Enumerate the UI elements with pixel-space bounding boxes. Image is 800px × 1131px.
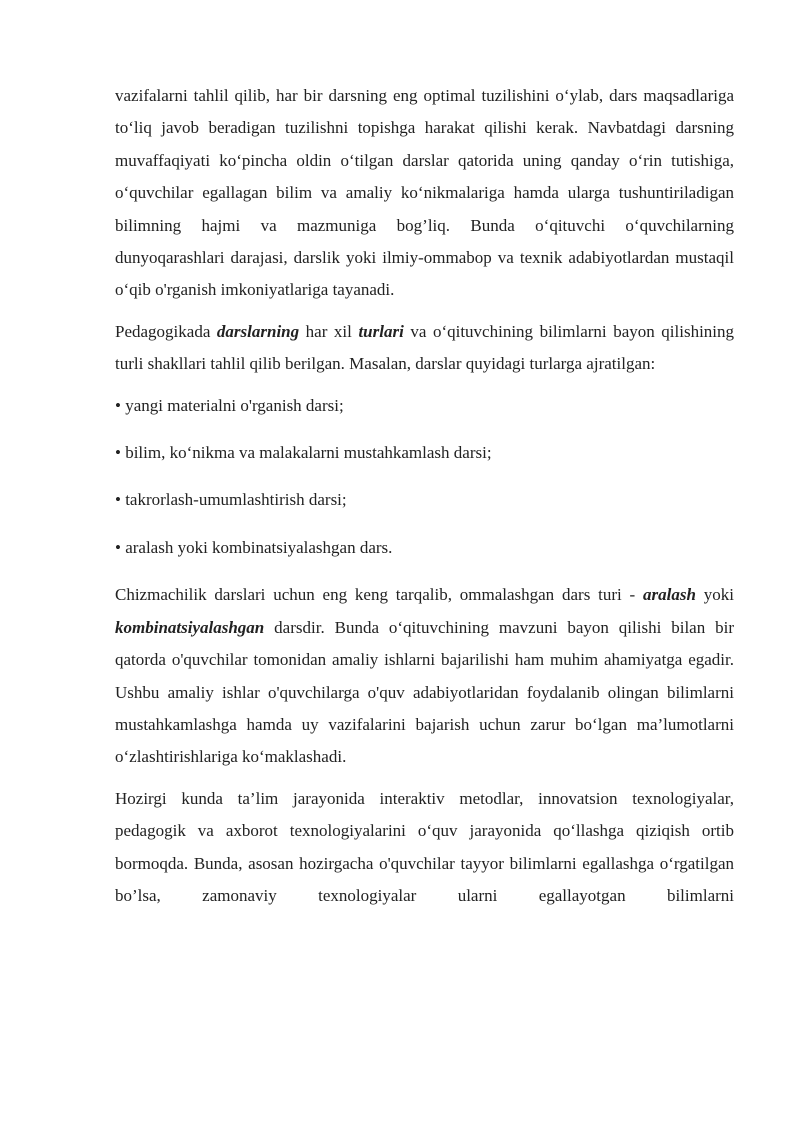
emphasis-kombinatsiyalashgan: kombinatsiyalashgan (115, 617, 265, 637)
text-run: darsdir. Bunda o‘qituvchining mavzuni bayon qilishi bilan bir qatorda o'quvchilar tomonidan amaliy ishlarni bajarilishi ham muhim ahamiyatga egadir. Ushbu amaliy ishlar o'quvchilarga o'quv adabiyotlaridan foydalanib olingan bilimlarni mustahkamlashga hamda uy vazifalarini bajarish uchun zarur bo‘lgan ma’lumotlarni o‘zlashtirishlariga ko‘maklashadi. (115, 617, 734, 767)
emphasis-darslarning: darslarning (216, 321, 300, 341)
list-item: • aralash yoki kombinatsiyalashgan dars. (115, 537, 393, 557)
lesson-types-list (115, 390, 734, 565)
text-run: va o‘qituvchining bilimlarni bayon qilishining turli shakllari tahlil qilib berilgan. Masalan, darslar quyidagi turlarga ajratilgan: (115, 321, 735, 374)
text-run: Pedagogikada (115, 321, 217, 341)
list-item: • bilim, ko‘nikma va malakalarni mustahkamlash darsi; (115, 443, 492, 463)
emphasis-turlari: turlari (358, 321, 404, 341)
paragraph-interactive-methods: Hozirgi kunda ta’lim jarayonida interaktiv metodlar, innovatsion texnologiyalar, pedagogik va axborot texnologiyalarini o‘quv jarayonida qo‘llashga qiziqish ortib bormoqda. Bunda, asosan hozirgacha o'quvchilar tayyor bilimlarni egallashga o‘rgatilgan bo’lsa, zamonaviy texnologiyalar ularni egallayotgan bilimlarni (115, 788, 734, 905)
paragraph-drawing-lessons (115, 579, 734, 773)
paragraph-lesson-structure: vazifalarni tahlil qilib, har bir darsning eng optimal tuzilishini o‘ylab, dars maqsadlariga to‘liq javob beradigan tuzilishni topishga harakat qilishi kerak. Navbatdagi darsning muvaffaqiyati ko‘pincha oldin o‘tilgan darslar qatorida uning qanday o‘rin tutishiga, o‘quvchilar egallagan bilim va amaliy ko‘nikmalariga hamda ularga tushuntiriladigan bilimning hajmi va mazmuniga bog’liq. Bunda o‘qituvchi o‘quvchilarning dunyoqarashlari darajasi, darslik yoki ilmiy-ommabop va texnik adabiyotlardan mustaqil o‘qib o'rganish imkoniyatlariga tayanadi. (115, 86, 734, 300)
paragraph-lesson-types-intro (115, 316, 734, 381)
text-run: yoki (695, 585, 734, 605)
list-item: • takrorlash-umumlashtirish darsi; (115, 490, 347, 510)
list-item: • yangi materialni o'rganish darsi; (115, 395, 344, 415)
emphasis-aralash: aralash (643, 585, 696, 605)
document-page (115, 80, 734, 921)
text-run: har xil (299, 321, 359, 341)
text-run: Chizmachilik darslari uchun eng keng tarqalib, ommalashgan dars turi - (115, 585, 644, 605)
